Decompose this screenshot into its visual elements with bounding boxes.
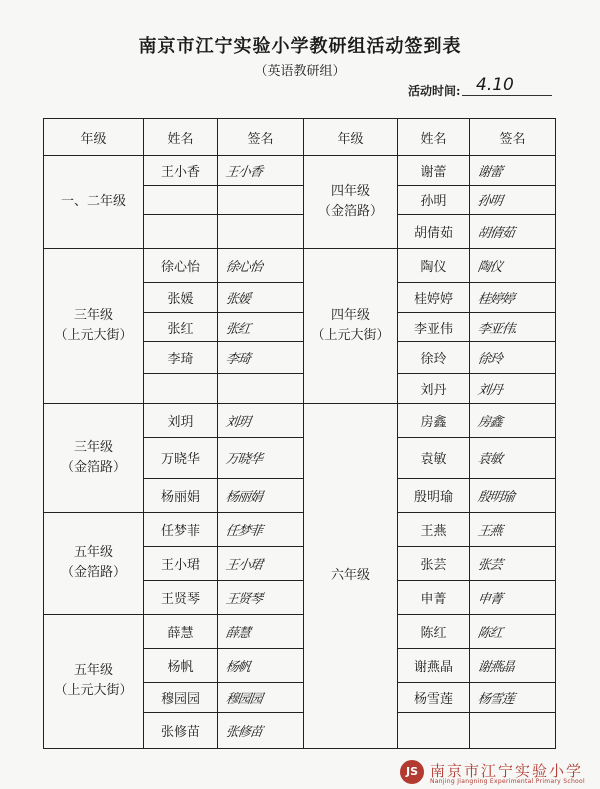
handwritten-signature: 刘玥: [224, 414, 251, 430]
school-logo: [400, 760, 590, 788]
signature-cell: [470, 215, 556, 249]
header-grade-right: 年级: [304, 119, 398, 156]
grade-label: 一、二年级: [60, 194, 126, 210]
signature-cell: [470, 403, 556, 437]
teacher-name-cell: 刘丹: [398, 374, 470, 404]
handwritten-signature: 张媛: [224, 291, 251, 307]
header-name-left: 姓名: [144, 119, 218, 156]
handwritten-signature: 陈红: [476, 625, 503, 641]
signature-cell: [218, 342, 304, 374]
handwritten-signature: 王燕: [476, 523, 503, 539]
teacher-name-cell: 张媛: [144, 283, 218, 313]
signature-cell: [218, 312, 304, 342]
school-logo-subtext: Nanjing Jiangning Experimental Primary School: [430, 778, 585, 785]
teacher-name-cell: 陶仪: [398, 249, 470, 283]
teacher-name-cell: 陈红: [398, 614, 470, 648]
handwritten-signature: 薛慧: [224, 625, 251, 641]
signature-cell: [218, 614, 304, 648]
teacher-name-cell: 王小珺: [144, 546, 218, 580]
teacher-name-cell: [144, 374, 218, 404]
signature-cell: [470, 342, 556, 374]
teacher-name-cell: 胡倩茹: [398, 215, 470, 249]
handwritten-signature: 桂婷婷: [476, 291, 515, 307]
signature-cell: [218, 648, 304, 682]
grade-cell-right: [304, 156, 398, 249]
signature-cell: [218, 546, 304, 580]
teacher-name-cell: 王燕: [398, 512, 470, 546]
grade-campus-label: （上元大街）: [54, 327, 133, 343]
handwritten-signature: 李琦: [224, 352, 251, 368]
handwritten-signature: 徐玲: [476, 352, 503, 368]
signature-cell: [218, 215, 304, 249]
teacher-name-cell: 张芸: [398, 546, 470, 580]
page-title: 南京市江宁实验小学教研组活动签到表: [138, 36, 462, 57]
teacher-name-cell: 桂婷婷: [398, 283, 470, 313]
handwritten-signature: 张芸: [476, 557, 503, 573]
grade-cell-left: [44, 614, 144, 748]
teacher-name-cell: 薛慧: [144, 614, 218, 648]
grade-cell-left: [44, 512, 144, 614]
grade-label: 四年级: [330, 184, 370, 200]
teacher-name-cell: [144, 215, 218, 249]
teacher-name-cell: 张修苗: [144, 712, 218, 748]
signature-cell: [218, 580, 304, 614]
teacher-name-cell: 殷明瑜: [398, 478, 470, 512]
handwritten-signature: 申菁: [476, 591, 503, 607]
signature-cell: [218, 156, 304, 186]
signature-cell: [470, 712, 556, 748]
header-grade-left: 年级: [44, 119, 144, 156]
handwritten-signature: 王小香: [224, 164, 263, 180]
grade-label: 五年级: [73, 545, 113, 561]
signature-cell: [218, 374, 304, 404]
signature-cell: [470, 614, 556, 648]
handwritten-signature: 李亚伟.: [476, 321, 518, 337]
grade-campus-label: （金箔路）: [60, 565, 126, 581]
table-row: [44, 512, 556, 546]
handwritten-signature: 杨雪莲: [476, 691, 515, 707]
signature-cell: [470, 648, 556, 682]
table-row: [44, 614, 556, 648]
teacher-name-cell: 王贤琴: [144, 580, 218, 614]
handwritten-signature: 孙明: [476, 194, 503, 210]
handwritten-signature: 王小珺: [224, 557, 263, 573]
activity-time-label: 活动时间:: [408, 84, 461, 98]
teacher-name-cell: 徐玲: [398, 342, 470, 374]
teacher-name-cell: 申菁: [398, 580, 470, 614]
page-subtitle: （英语教研组）: [254, 64, 346, 79]
signature-cell: [218, 712, 304, 748]
grade-cell-right: [304, 403, 398, 748]
signature-cell: [470, 512, 556, 546]
activity-time-value: 4.10: [462, 74, 552, 96]
signature-cell: [470, 185, 556, 215]
school-seal-icon: JS: [400, 760, 424, 784]
signature-cell: [470, 312, 556, 342]
signature-cell: [218, 437, 304, 478]
signature-cell: [218, 403, 304, 437]
signature-cell: [470, 249, 556, 283]
sign-in-table: [43, 118, 556, 749]
handwritten-signature: 王贤琴: [224, 591, 263, 607]
handwritten-signature: 刘丹: [476, 382, 503, 398]
signature-cell: [470, 478, 556, 512]
teacher-name-cell: 杨雪莲: [398, 683, 470, 713]
signature-cell: [218, 283, 304, 313]
handwritten-signature: 谢燕晶: [476, 660, 515, 675]
header-signature-left: 签名: [218, 119, 304, 156]
signature-cell: [470, 156, 556, 186]
handwritten-signature: 杨丽娟: [224, 489, 263, 505]
handwritten-signature: 杨帆: [224, 660, 251, 675]
header-name-right: 姓名: [398, 119, 470, 156]
teacher-name-cell: 谢燕晶: [398, 648, 470, 682]
handwritten-signature: 任梦菲: [224, 523, 263, 539]
signature-cell: [218, 683, 304, 713]
teacher-name-cell: [398, 712, 470, 748]
signature-cell: [218, 478, 304, 512]
teacher-name-cell: 谢蕾: [398, 156, 470, 186]
table-row: [44, 403, 556, 437]
grade-cell-left: [44, 249, 144, 403]
table-row: [44, 156, 556, 186]
teacher-name-cell: 李亚伟: [398, 312, 470, 342]
handwritten-signature: 陶仪: [476, 260, 503, 276]
grade-campus-label: （上元大街）: [54, 683, 133, 699]
header-signature-right: 签名: [470, 119, 556, 156]
teacher-name-cell: [144, 185, 218, 215]
grade-label: 六年级: [330, 567, 370, 583]
grade-campus-label: （上元大街）: [311, 327, 390, 343]
teacher-name-cell: 刘玥: [144, 403, 218, 437]
grade-cell-left: [44, 403, 144, 512]
teacher-name-cell: 穆园园: [144, 683, 218, 713]
handwritten-signature: 徐心怡: [224, 260, 263, 276]
teacher-name-cell: 袁敏: [398, 437, 470, 478]
grade-cell-right: [304, 249, 398, 403]
signature-cell: [470, 580, 556, 614]
teacher-name-cell: 孙明: [398, 185, 470, 215]
teacher-name-cell: 张红: [144, 312, 218, 342]
grade-label: 五年级: [73, 663, 113, 679]
handwritten-signature: 张修苗: [224, 724, 263, 740]
school-logo-text: 南京市江宁实验小学: [430, 762, 584, 780]
signature-cell: [470, 683, 556, 713]
teacher-name-cell: 王小香: [144, 156, 218, 186]
handwritten-signature: 万晓华: [224, 452, 263, 468]
signature-cell: [218, 185, 304, 215]
teacher-name-cell: 杨丽娟: [144, 478, 218, 512]
grade-label: 三年级: [73, 307, 113, 323]
handwritten-signature: 穆园园: [224, 691, 263, 707]
handwritten-signature: 房鑫: [476, 414, 503, 430]
table-row: [44, 249, 556, 283]
grade-campus-label: （金箔路）: [317, 204, 383, 220]
grade-label: 三年级: [73, 439, 113, 455]
signature-cell: [218, 249, 304, 283]
grade-label: 四年级: [330, 307, 370, 323]
signature-cell: [470, 437, 556, 478]
teacher-name-cell: 杨帆: [144, 648, 218, 682]
teacher-name-cell: 任梦菲: [144, 512, 218, 546]
signature-cell: [470, 374, 556, 404]
teacher-name-cell: 房鑫: [398, 403, 470, 437]
teacher-name-cell: 徐心怡: [144, 249, 218, 283]
handwritten-signature: 张红: [224, 321, 251, 337]
teacher-name-cell: 李琦: [144, 342, 218, 374]
teacher-name-cell: 万晓华: [144, 437, 218, 478]
signature-cell: [470, 546, 556, 580]
grade-cell-left: [44, 156, 144, 249]
grade-campus-label: （金箔路）: [60, 459, 126, 475]
handwritten-signature: 胡倩茹: [476, 226, 515, 242]
handwritten-signature: 殷明瑜: [476, 489, 515, 505]
signature-cell: [470, 283, 556, 313]
handwritten-signature: 谢蕾: [476, 164, 503, 180]
table-header-row: [44, 119, 556, 156]
handwritten-signature: 袁敏: [476, 452, 503, 468]
signature-cell: [218, 512, 304, 546]
